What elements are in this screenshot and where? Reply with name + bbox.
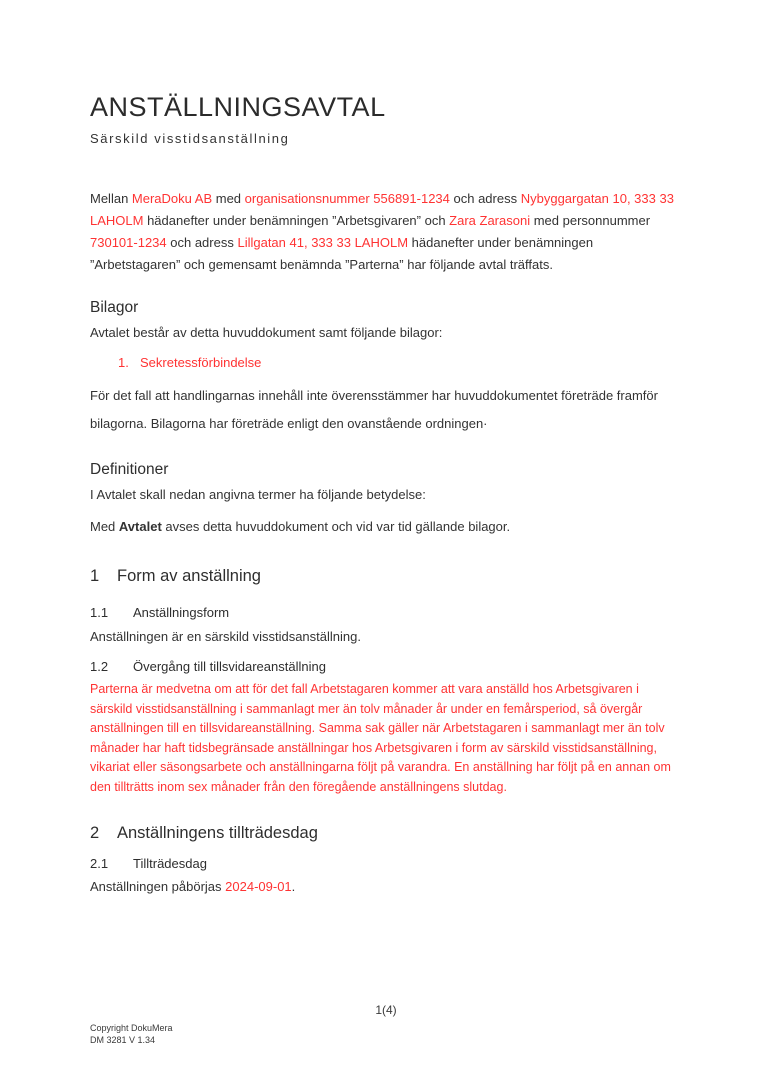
heading-number: 2	[90, 824, 100, 842]
heading-text: Anställningens tillträdesdag	[117, 824, 318, 842]
intro-paragraph	[90, 188, 684, 276]
heading-text: Övergång till tillsvidareanställning	[133, 659, 326, 674]
document-page	[0, 92, 772, 1092]
numbered-heading-form-av-anstallning	[90, 564, 684, 588]
heading-number: 2.1	[90, 856, 109, 871]
list-item-number: 1.	[118, 355, 129, 370]
bilagor-lead: Avtalet består av detta huvuddokument samt följande bilagor:	[90, 325, 443, 340]
paragraph-text: hädanefter under benämningen ”Arbetstagaren” och gemensamt benämnda ”Parterna” har följande avtal träffats.	[90, 235, 594, 272]
start-date-suffix: .	[291, 879, 296, 894]
highlighted-variable-value: organisationsnummer 556891-1234	[244, 191, 450, 206]
highlighted-variable-value: 730101-1234	[90, 235, 167, 250]
paragraph-text: med	[212, 191, 245, 206]
footer-copyright	[90, 1023, 173, 1046]
paragraph-text: hädanefter under benämningen ”Arbetsgivaren” och	[143, 213, 450, 228]
numbered-heading-tilltradesdag	[90, 821, 684, 845]
document-title: ANSTÄLLNINGSAVTAL	[90, 92, 386, 122]
heading-text: Form av anställning	[117, 567, 261, 585]
definition-rest: avses detta huvuddokument och vid var tid gällande bilagor.	[161, 519, 511, 534]
page-number: 1(4)	[375, 1003, 397, 1017]
subheading-overgang	[90, 658, 684, 676]
anstallningsform-body: Anställningen är en särskild visstidsanställning.	[90, 629, 361, 644]
start-date-value: 2024-09-01	[225, 879, 292, 894]
paragraph-text: och adress	[449, 191, 521, 206]
highlighted-variable-value: Zara Zarasoni	[449, 213, 531, 228]
subheading-anstallningsform	[90, 604, 684, 622]
attachment-list-item	[118, 354, 684, 372]
subheading-tilltradesdag	[90, 855, 684, 873]
heading-number: 1	[90, 567, 100, 585]
document-subtitle: Särskild visstidsanställning	[90, 131, 290, 146]
attachment-list	[90, 354, 684, 372]
start-date-sentence	[90, 878, 684, 896]
list-item-label: Sekretessförbindelse	[140, 355, 262, 370]
overgang-clause-paragraph: Parterna är medvetna om att för det fall Arbetstagaren kommer att vara anställd hos Arbetsgivaren i särskild visstidsanställning i sammanlagt mer än tolv månader år under en femårsperiod, så övergår anställningen till en tillsvidareanställning. Samma sak gäller när Arbetstagaren i sammanlagt mer än tolv månader har haft tidsbegränsade anställningar hos Arbetsgivaren i form av särskild visstidsanställning, vikariat eller säsongsarbete och anställningarna följt på varandra. En anställning har följt på en annan om den tillträtts inom sex månader från den föregående anställningens slutdag.	[90, 682, 671, 794]
highlighted-variable-value: Nybyggargatan 10, 333 33 LAHOLM	[90, 191, 674, 228]
document-content	[0, 92, 772, 896]
definition-term: Avtalet	[118, 519, 162, 534]
section-heading-definitioner: Definitioner	[90, 461, 169, 478]
heading-number: 1.1	[90, 605, 109, 620]
highlighted-variable-value: Lillgatan 41, 333 33 LAHOLM	[237, 235, 409, 250]
paragraph-text: och adress	[166, 235, 238, 250]
heading-number: 1.2	[90, 659, 109, 674]
heading-text: Tillträdesdag	[133, 856, 207, 871]
heading-text: Anställningsform	[133, 605, 230, 620]
copyright-line-2: DM 3281 V 1.34	[90, 1034, 156, 1045]
start-date-prefix: Anställningen påbörjas	[90, 879, 226, 894]
paragraph-text: med personnummer	[530, 213, 651, 228]
definition-sentence	[90, 518, 684, 536]
highlighted-variable-value: MeraDoku AB	[131, 191, 213, 206]
definitioner-lead: I Avtalet skall nedan angivna termer ha följande betydelse:	[90, 487, 426, 502]
copyright-line-1: Copyright DokuMera	[90, 1023, 173, 1033]
paragraph-text: Mellan	[90, 191, 132, 206]
section-heading-bilagor: Bilagor	[90, 299, 139, 316]
definition-prefix: Med	[90, 519, 119, 534]
bilagor-note: För det fall att handlingarnas innehåll inte överensstämmer har huvuddokumentet företräde framför bilagorna. Bilagorna har företräde enligt den ovanstående ordningen·	[90, 388, 658, 431]
